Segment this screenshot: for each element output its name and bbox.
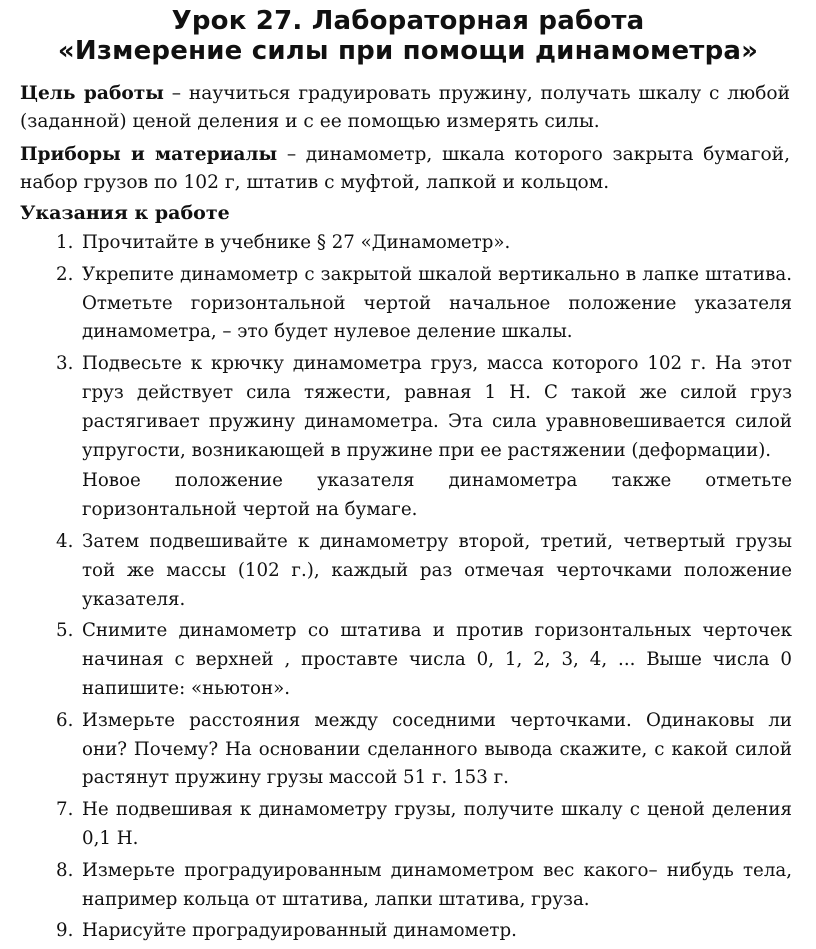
list-item <box>56 528 792 614</box>
step-text: Затем подвешивайте к динамометру второй, третий, четвертый грузы той же массы (102 г.), каждый раз отмечая черточками положение указателя. <box>82 530 792 610</box>
list-item <box>56 229 792 258</box>
equipment-paragraph <box>20 141 790 197</box>
list-item <box>56 796 792 854</box>
step-number: 9. <box>56 920 74 942</box>
step-extra-text: Новое положение указателя динамометра также отметьте горизонтальной чертой на бумаге. <box>82 470 792 521</box>
goal-label: Цель работы <box>20 83 164 104</box>
step-number: 8. <box>56 859 74 881</box>
step-text: Подвесьте к крючку динамометра груз, масса которого 102 г. На этот груз действует сила тяжести, равная 1 Н. С такой же силой груз растягивает пружину динамометра. Эта сила уравновешивается силой упругости, возникающей в пружине при ее растяжении (деформации). <box>82 353 792 461</box>
equipment-label: Приборы и материалы <box>20 144 278 165</box>
equipment-text: – динамометр, шкала которого закрыта бумагой, набор грузов по 102 г, штатив с муфтой, лапкой и кольцом. <box>20 144 790 193</box>
lesson-title: Урок 27. Лабораторная работа <box>171 6 645 36</box>
step-text: Прочитайте в учебнике § 27 «Динамометр». <box>82 232 511 253</box>
step-text: Не подвешивая к динамометру грузы, получите шкалу с ценой деления 0,1 Н. <box>82 799 792 849</box>
step-text: Нарисуйте проградуированный динамометр. <box>82 920 517 942</box>
step-number: 7. <box>56 799 74 821</box>
goal-paragraph <box>20 80 790 136</box>
step-text: Укрепите динамометр с закрытой шкалой вертикально в лапке штатива. Отметьте горизонтальной чертой начальное положение указателя динамометра, – это будет нулевое деление шкалы. <box>82 263 792 343</box>
step-number: 1. <box>56 232 74 253</box>
goal-text: – научиться градуировать пружину, получать шкалу с любой (заданной) ценой деления и с ее помощью измерять силы. <box>20 83 790 132</box>
step-number: 2. <box>56 263 74 285</box>
step-number: 4. <box>56 530 74 552</box>
list-item <box>56 917 792 946</box>
step-text: Измерьте расстояния между соседними черточками. Одинаковы ли они? Почему? На основании сделанного вывода скажите, с какой силой растянут пружину грузы массой 51 г. 153 г. <box>82 709 792 789</box>
step-text: Измерьте проградуированным динамометром вес какого– нибудь тела, например кольца от штатива, лапки штатива, груза. <box>82 859 792 910</box>
step-number: 6. <box>56 709 74 731</box>
list-item <box>56 707 792 793</box>
step-number: 5. <box>56 620 74 642</box>
list-item <box>56 857 792 915</box>
list-item <box>56 350 792 525</box>
lesson-subtitle: «Измерение силы при помощи динамометра» <box>57 36 759 66</box>
list-item <box>56 617 792 703</box>
instructions-heading: Указания к работе <box>20 202 230 224</box>
step-text: Снимите динамометр со штатива и против горизонтальных черточек начиная с верхней , проставте числа 0, 1, 2, 3, 4, ... Выше числа 0 напишите: «ньютон». <box>82 620 792 699</box>
instructions-list <box>56 229 792 949</box>
step-number: 3. <box>56 353 74 375</box>
list-item <box>56 261 792 347</box>
